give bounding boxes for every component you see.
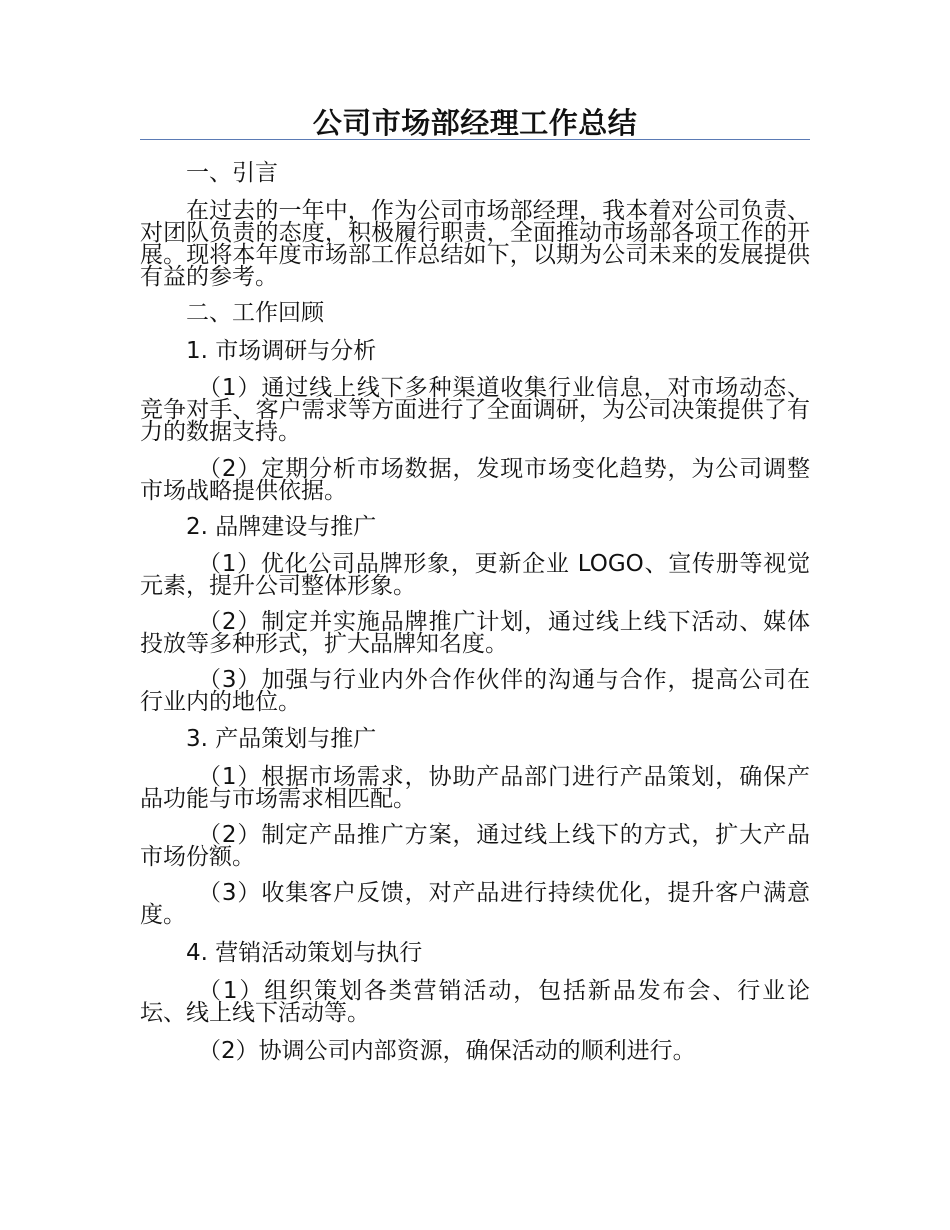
paragraph-research-2: （2）定期分析市场数据，发现市场变化趋势，为公司调整市场战略提供依据。 [140, 456, 810, 504]
paragraph-marketing-2: （2）协调公司内部资源，确保活动的顺利进行。 [198, 1038, 696, 1064]
section-heading-review: 二、工作回顾 [186, 300, 324, 326]
paragraph-product-1: （1）根据市场需求，协助产品部门进行产品策划，确保产品功能与市场需求相匹配。 [140, 764, 810, 812]
subheading-market-research: 1. 市场调研与分析 [186, 338, 377, 364]
subheading-product: 3. 产品策划与推广 [186, 726, 377, 752]
paragraph-brand-3: （3）加强与行业内外合作伙伴的沟通与合作，提高公司在行业内的地位。 [140, 667, 810, 715]
paragraph-brand-2: （2）制定并实施品牌推广计划，通过线上线下活动、媒体投放等多种形式，扩大品牌知名度。 [140, 609, 810, 657]
subheading-marketing: 4. 营销活动策划与执行 [186, 940, 423, 966]
paragraph-brand-1: （1）优化公司品牌形象，更新企业 LOGO、宣传册等视觉元素，提升公司整体形象。 [140, 551, 810, 599]
paragraph-product-3: （3）收集客户反馈，对产品进行持续优化，提升客户满意度。 [140, 880, 810, 928]
paragraph-research-1: （1）通过线上线下多种渠道收集行业信息，对市场动态、竞争对手、客户需求等方面进行了全面调研，为公司决策提供了有力的数据支持。 [140, 375, 810, 445]
subheading-brand: 2. 品牌建设与推广 [186, 514, 377, 540]
document-title: 公司市场部经理工作总结 [312, 106, 638, 140]
paragraph-marketing-1: （1）组织策划各类营销活动，包括新品发布会、行业论坛、线上线下活动等。 [140, 978, 810, 1026]
paragraph-intro: 在过去的一年中，作为公司市场部经理，我本着对公司负责、对团队负责的态度，积极履行职责，全面推动市场部各项工作的开展。现将本年度市场部工作总结如下，以期为公司未来的发展提供有益的参考。 [140, 198, 810, 290]
paragraph-product-2: （2）制定产品推广方案，通过线上线下的方式，扩大产品市场份额。 [140, 822, 810, 870]
section-heading-intro: 一、引言 [186, 160, 278, 186]
title-underline [140, 139, 810, 140]
